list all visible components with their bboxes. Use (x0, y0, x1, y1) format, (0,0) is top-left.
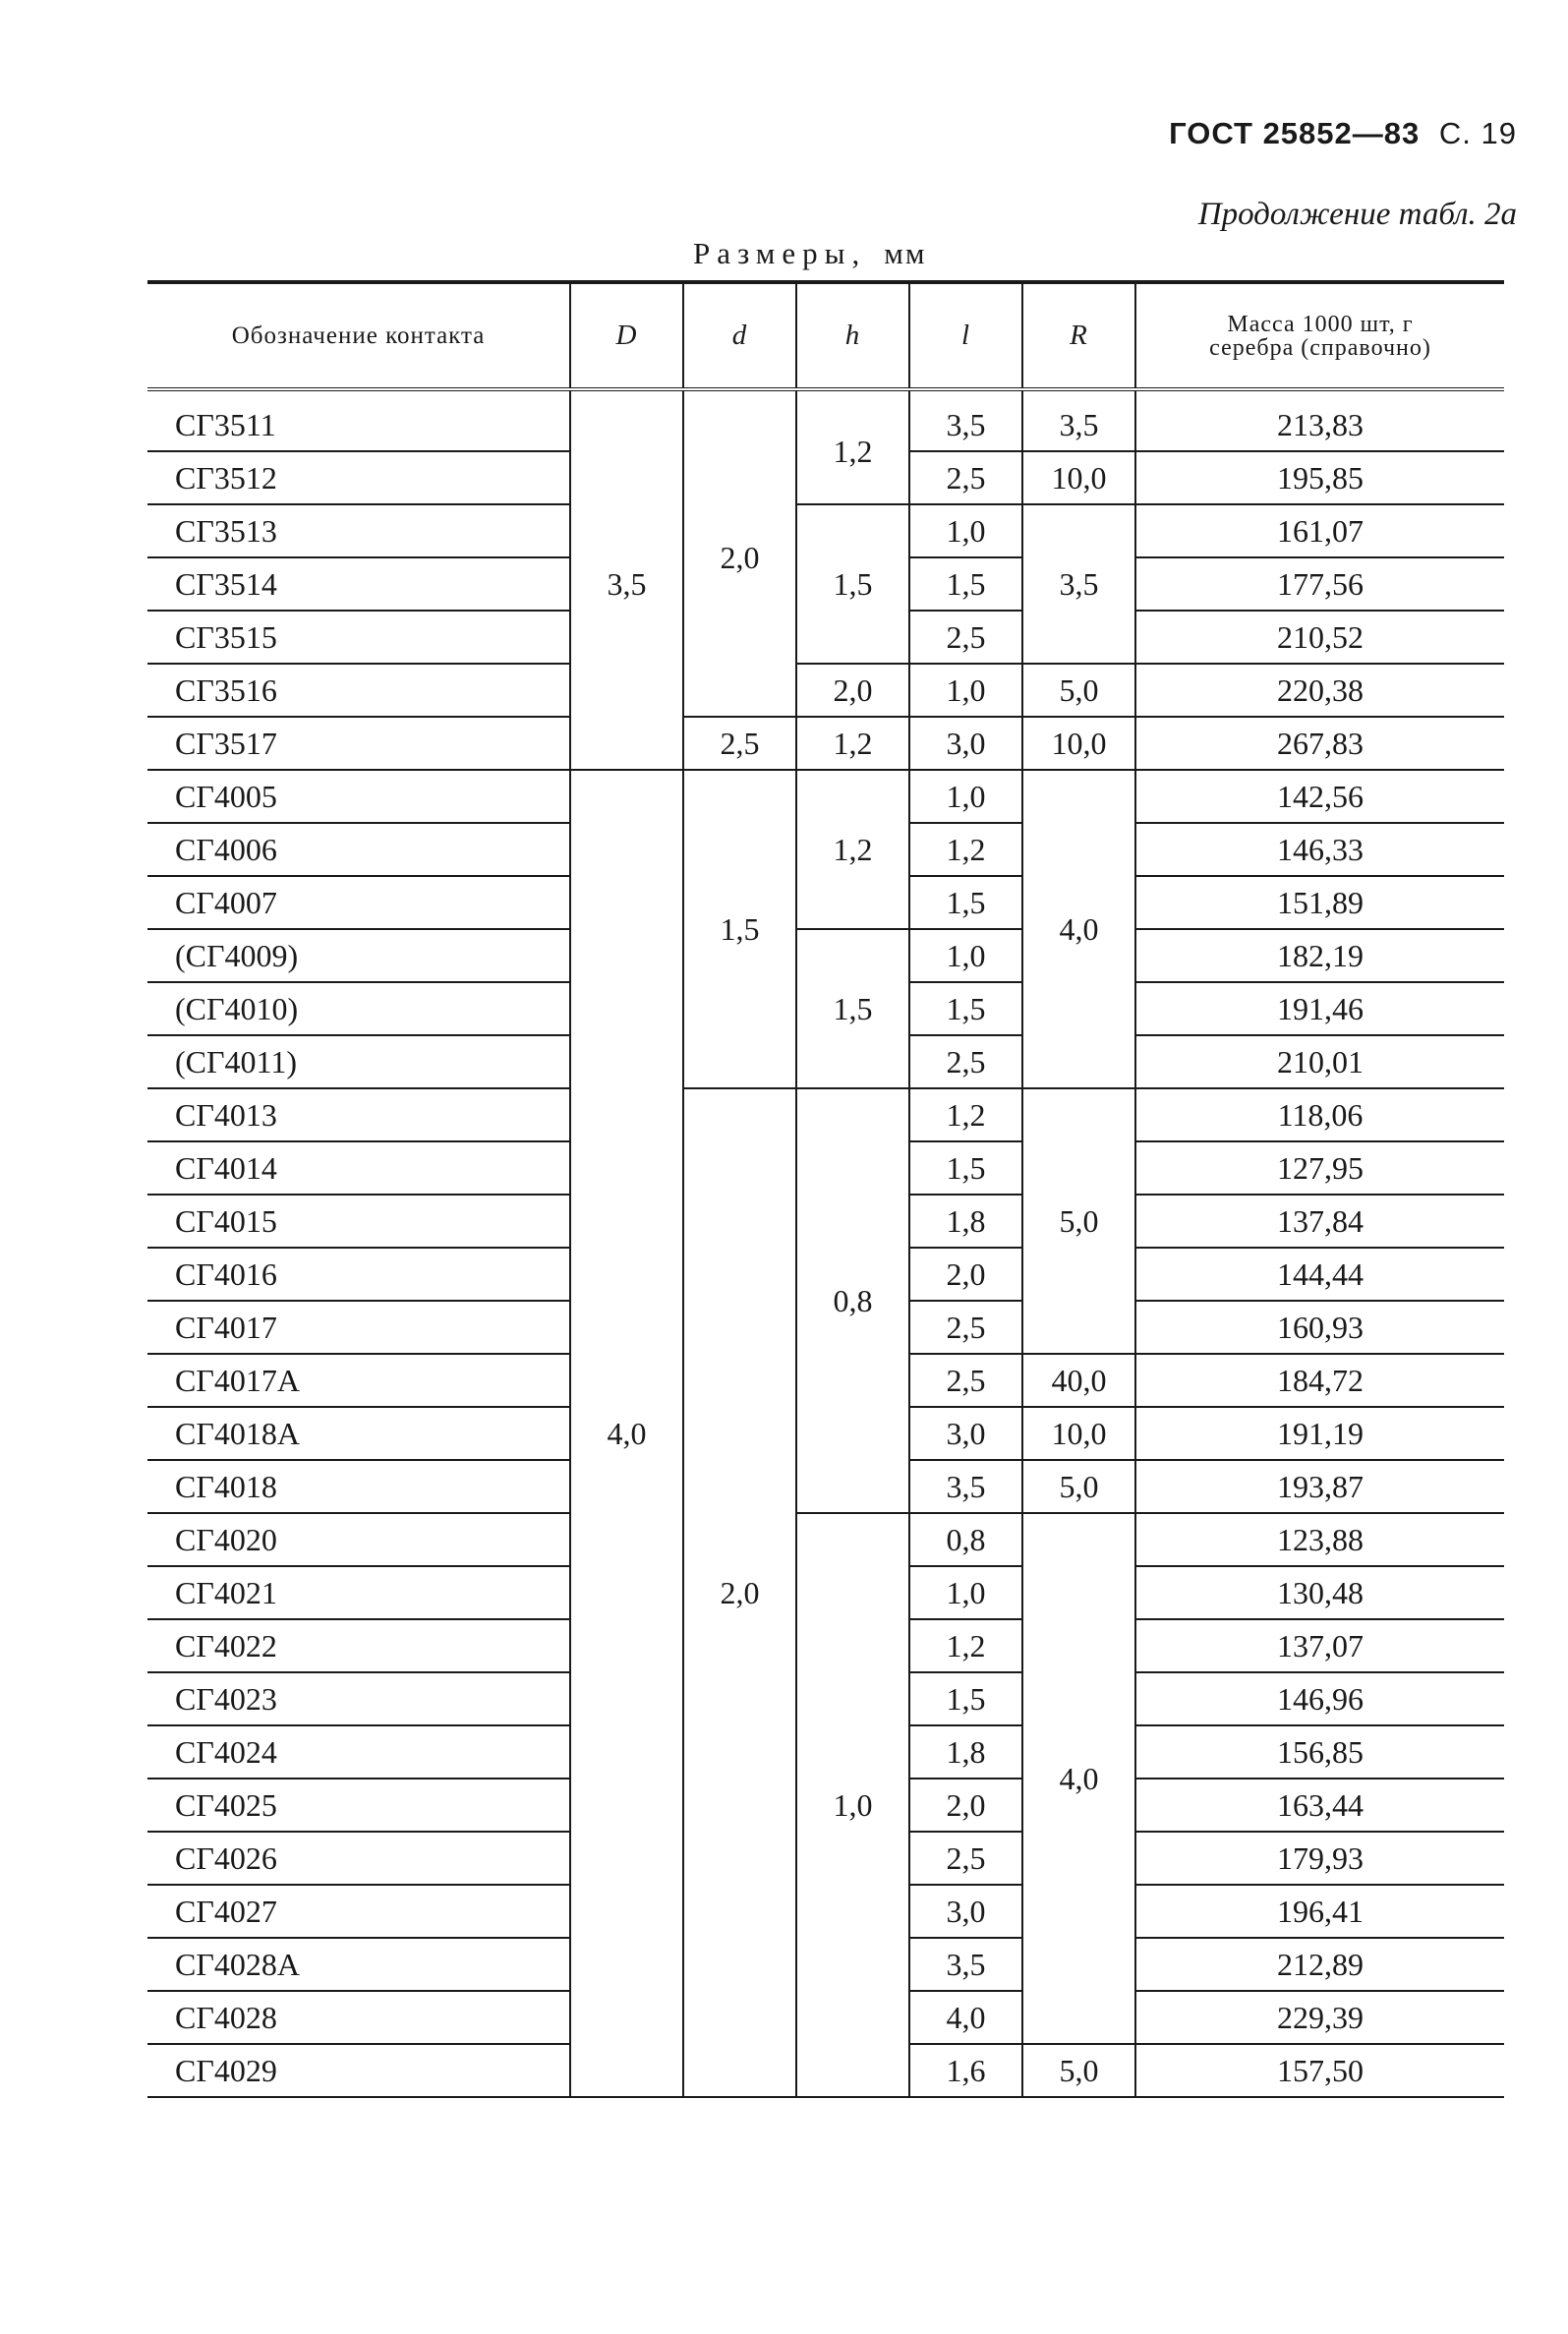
col-header-mass (1135, 282, 1504, 389)
contact-designation: (СГ4009) (147, 929, 570, 982)
cell-l: 3,0 (909, 1407, 1022, 1460)
table-body (147, 389, 1504, 2097)
contact-designation: СГ3511 (147, 389, 570, 451)
contact-designation: СГ4023 (147, 1672, 570, 1725)
cell-d: 2,0 (683, 1088, 796, 2097)
cell-l: 1,8 (909, 1725, 1022, 1779)
cell-mass: 220,38 (1135, 664, 1504, 717)
cell-R: 40,0 (1022, 1354, 1135, 1407)
contact-designation: СГ4028А (147, 1938, 570, 1991)
cell-l: 1,5 (909, 1141, 1022, 1195)
cell-D: 4,0 (570, 770, 683, 2097)
cell-l: 2,0 (909, 1779, 1022, 1832)
cell-mass: 130,48 (1135, 1566, 1504, 1619)
contact-designation: СГ4018А (147, 1407, 570, 1460)
dimensions-unit: мм (884, 236, 927, 270)
page-header (1169, 116, 1517, 151)
cell-mass: 210,01 (1135, 1035, 1504, 1088)
cell-l: 1,5 (909, 557, 1022, 611)
cell-mass: 144,44 (1135, 1248, 1504, 1301)
cell-mass: 179,93 (1135, 1832, 1504, 1885)
contact-designation: СГ4020 (147, 1513, 570, 1566)
cell-d: 2,0 (683, 389, 796, 717)
cell-mass: 177,56 (1135, 557, 1504, 611)
contact-designation: СГ4026 (147, 1832, 570, 1885)
cell-mass: 157,50 (1135, 2044, 1504, 2097)
dimensions-caption (693, 236, 927, 271)
contact-designation: СГ4005 (147, 770, 570, 823)
col-header-R: R (1022, 282, 1135, 389)
cell-l: 2,0 (909, 1248, 1022, 1301)
cell-R: 5,0 (1022, 2044, 1135, 2097)
contact-designation: СГ4014 (147, 1141, 570, 1195)
cell-mass: 118,06 (1135, 1088, 1504, 1141)
cell-R: 5,0 (1022, 1088, 1135, 1354)
contact-designation: СГ3516 (147, 664, 570, 717)
table-row (147, 929, 1504, 982)
contact-designation: СГ4022 (147, 1619, 570, 1672)
col-header-name: Обозначение контакта (147, 282, 570, 389)
cell-l: 1,5 (909, 876, 1022, 929)
contact-designation: СГ4027 (147, 1885, 570, 1938)
cell-R: 5,0 (1022, 664, 1135, 717)
cell-mass: 151,89 (1135, 876, 1504, 929)
cell-l: 3,5 (909, 1460, 1022, 1513)
table-row (147, 664, 1504, 717)
cell-mass: 137,84 (1135, 1195, 1504, 1248)
cell-l: 1,0 (909, 929, 1022, 982)
cell-l: 1,2 (909, 1619, 1022, 1672)
col-header-h: h (796, 282, 909, 389)
cell-l: 2,5 (909, 1301, 1022, 1354)
table-header-row (147, 282, 1504, 389)
table-row (147, 504, 1504, 557)
cell-R: 3,5 (1022, 389, 1135, 451)
cell-l: 1,0 (909, 664, 1022, 717)
contact-designation: СГ3515 (147, 611, 570, 664)
cell-mass: 146,96 (1135, 1672, 1504, 1725)
cell-mass: 127,95 (1135, 1141, 1504, 1195)
cell-mass: 193,87 (1135, 1460, 1504, 1513)
cell-l: 3,5 (909, 1938, 1022, 1991)
cell-R: 10,0 (1022, 451, 1135, 504)
cell-l: 2,5 (909, 451, 1022, 504)
cell-mass: 213,83 (1135, 389, 1504, 451)
contact-designation: СГ4017А (147, 1354, 570, 1407)
contact-designation: СГ4024 (147, 1725, 570, 1779)
contact-designation: СГ4007 (147, 876, 570, 929)
cell-R: 5,0 (1022, 1460, 1135, 1513)
cell-h: 1,5 (796, 929, 909, 1088)
contacts-table (147, 280, 1504, 2098)
cell-l: 3,0 (909, 717, 1022, 770)
contact-designation: СГ4013 (147, 1088, 570, 1141)
cell-h: 1,5 (796, 504, 909, 664)
cell-mass: 267,83 (1135, 717, 1504, 770)
cell-l: 1,0 (909, 1566, 1022, 1619)
contact-designation: СГ4015 (147, 1195, 570, 1248)
contact-designation: СГ4021 (147, 1566, 570, 1619)
cell-mass: 191,19 (1135, 1407, 1504, 1460)
col-header-l: l (909, 282, 1022, 389)
cell-R: 10,0 (1022, 1407, 1135, 1460)
cell-l: 4,0 (909, 1991, 1022, 2044)
cell-h: 1,0 (796, 1513, 909, 2097)
cell-h: 1,2 (796, 717, 909, 770)
cell-mass: 182,19 (1135, 929, 1504, 982)
contact-designation: СГ4028 (147, 1991, 570, 2044)
cell-l: 1,8 (909, 1195, 1022, 1248)
cell-mass: 161,07 (1135, 504, 1504, 557)
cell-R: 4,0 (1022, 1513, 1135, 2044)
cell-l: 0,8 (909, 1513, 1022, 1566)
contact-designation: СГ3517 (147, 717, 570, 770)
cell-l: 1,2 (909, 1088, 1022, 1141)
cell-l: 1,0 (909, 504, 1022, 557)
standard-number: ГОСТ 25852—83 (1169, 116, 1421, 150)
cell-l: 3,0 (909, 1885, 1022, 1938)
cell-mass: 191,46 (1135, 982, 1504, 1035)
contact-designation: СГ4018 (147, 1460, 570, 1513)
contact-designation: (СГ4011) (147, 1035, 570, 1088)
cell-d: 2,5 (683, 717, 796, 770)
dimensions-label: Размеры, (693, 236, 867, 270)
table-continuation-note: Продолжение табл. 2а (1197, 197, 1517, 232)
cell-h: 0,8 (796, 1088, 909, 1513)
table-row (147, 770, 1504, 823)
col-header-D: D (570, 282, 683, 389)
page-number: С. 19 (1438, 116, 1517, 150)
cell-l: 1,0 (909, 770, 1022, 823)
cell-l: 2,5 (909, 1035, 1022, 1088)
cell-l: 1,5 (909, 1672, 1022, 1725)
cell-R: 3,5 (1022, 504, 1135, 664)
contact-designation: СГ4029 (147, 2044, 570, 2097)
cell-R: 4,0 (1022, 770, 1135, 1088)
table-row (147, 717, 1504, 770)
contact-designation: СГ3513 (147, 504, 570, 557)
cell-l: 2,5 (909, 1354, 1022, 1407)
cell-D: 3,5 (570, 389, 683, 770)
cell-d: 1,5 (683, 770, 796, 1088)
contact-designation: СГ4025 (147, 1779, 570, 1832)
cell-mass: 196,41 (1135, 1885, 1504, 1938)
col-header-d: d (683, 282, 796, 389)
cell-mass: 184,72 (1135, 1354, 1504, 1407)
cell-h: 1,2 (796, 770, 909, 929)
table-row (147, 389, 1504, 451)
cell-mass: 210,52 (1135, 611, 1504, 664)
table-row (147, 1088, 1504, 1141)
cell-mass: 163,44 (1135, 1779, 1504, 1832)
cell-mass: 212,89 (1135, 1938, 1504, 1991)
cell-mass: 195,85 (1135, 451, 1504, 504)
cell-mass: 229,39 (1135, 1991, 1504, 2044)
cell-l: 1,2 (909, 823, 1022, 876)
cell-h: 1,2 (796, 389, 909, 504)
col-header-mass-line2: серебра (справочно) (1209, 334, 1431, 361)
contact-designation: СГ4016 (147, 1248, 570, 1301)
cell-mass: 160,93 (1135, 1301, 1504, 1354)
cell-l: 1,5 (909, 982, 1022, 1035)
cell-l: 1,6 (909, 2044, 1022, 2097)
contact-designation: СГ3514 (147, 557, 570, 611)
cell-R: 10,0 (1022, 717, 1135, 770)
cell-l: 2,5 (909, 1832, 1022, 1885)
contact-designation: СГ3512 (147, 451, 570, 504)
cell-l: 2,5 (909, 611, 1022, 664)
cell-mass: 146,33 (1135, 823, 1504, 876)
col-header-mass-line1: Масса 1000 шт, г (1227, 311, 1414, 337)
cell-mass: 156,85 (1135, 1725, 1504, 1779)
cell-h: 2,0 (796, 664, 909, 717)
cell-mass: 137,07 (1135, 1619, 1504, 1672)
contact-designation: СГ4006 (147, 823, 570, 876)
table-row (147, 1513, 1504, 1566)
cell-mass: 142,56 (1135, 770, 1504, 823)
cell-mass: 123,88 (1135, 1513, 1504, 1566)
cell-l: 3,5 (909, 389, 1022, 451)
contact-designation: СГ4017 (147, 1301, 570, 1354)
contact-designation: (СГ4010) (147, 982, 570, 1035)
